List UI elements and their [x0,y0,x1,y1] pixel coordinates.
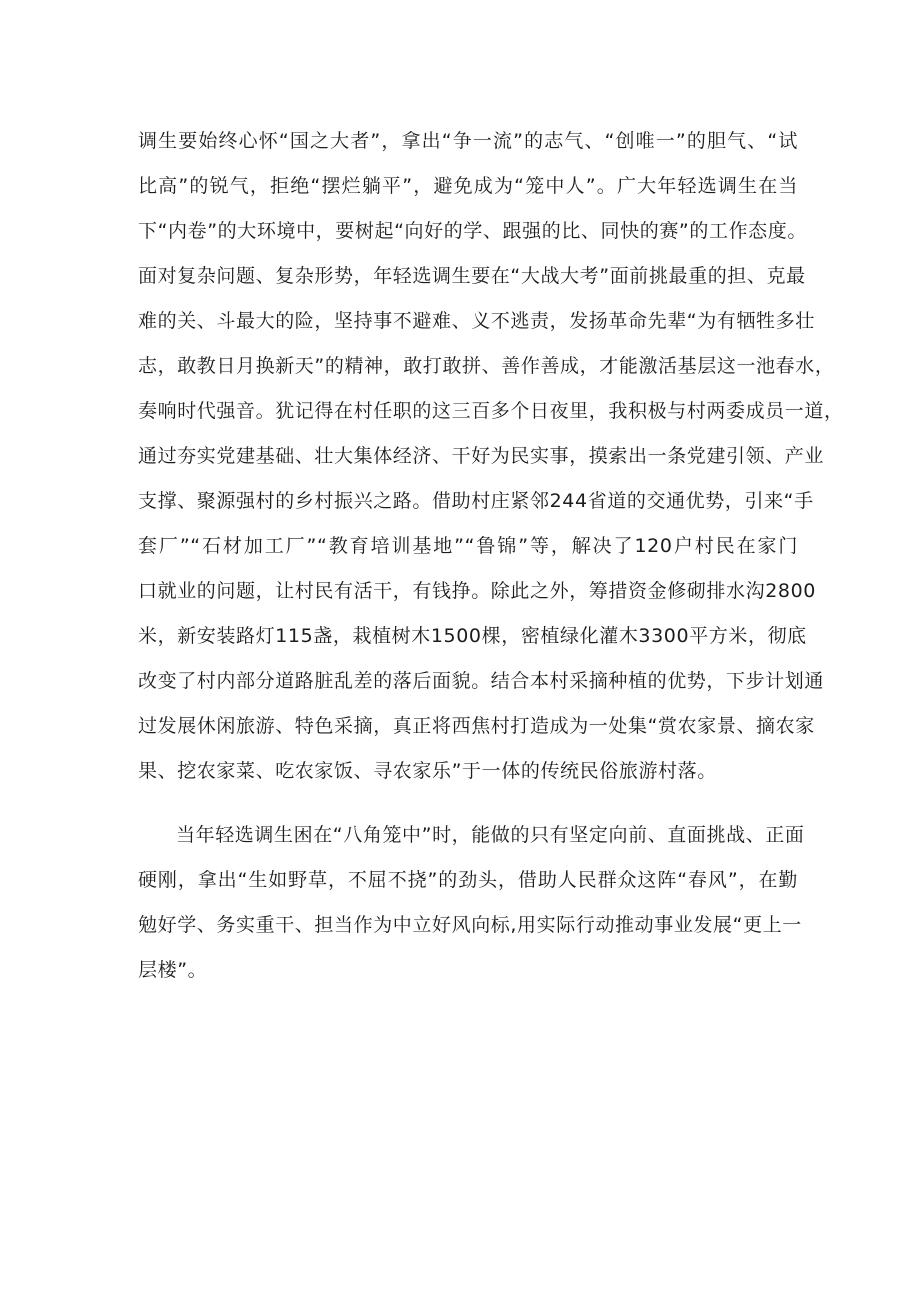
text-line: 支撑、聚源强村的乡村振兴之路。借助村庄紧邻244省道的交通优势，引来“手 [138,490,814,512]
text-line: 难的关、斗最大的险，坚持事不避难、义不逃责，发扬革命先辈“为有牺牲多壮 [138,310,815,332]
text-line: 套厂”“石材加工厂”“教育培训基地”“鲁锦”等，解决了120户村民在家门 [138,535,798,557]
text-line: 硬刚，拿出“生如野草，不屈不挠”的劲头，借助人民群众这阵“春风”，在勤 [138,869,798,891]
text-line: 米，新安装路灯115盏，栽植树木1500棵，密植绿化灌木3300平方米，彻底 [138,625,807,647]
text-line: 通过夯实党建基础、壮大集体经济、干好为民实事，摸索出一条党建引领、产业 [138,445,825,467]
text-line: 改变了村内部分道路脏乱差的落后面貌。结合本村采摘种植的优势，下步计划通 [138,670,825,692]
text-line: 果、挖农家菜、吃农家饭、寻农家乐”于一体的传统民俗旅游村落。 [138,760,717,782]
text-line: 勉好学、务实重干、担当作为中立好风向标,用实际行动推动事业发展“更上一 [138,914,802,936]
text-line: 调生要始终心怀“国之大者”，拿出“争一流”的志气、“创唯一”的胆气、“试 [138,130,798,152]
text-line: 比高”的锐气，拒绝“摆烂躺平”，避免成为“笼中人”。广大年轻选调生在当 [138,175,798,197]
text-line: 面对复杂问题、复杂形势，年轻选调生要在“大战大考”面前挑最重的担、克最 [138,265,806,287]
text-line: 层楼”。 [138,959,208,981]
text-line: 当年轻选调生困在“八角笼中”时，能做的只有坚定向前、直面挑战、正面 [176,824,805,846]
text-line: 志，敢教日月换新天”的精神，敢打敢拼、善作善成，才能激活基层这一池春水， [138,355,835,377]
text-line: 奏响时代强音。犹记得在村任职的这三百多个日夜里，我积极与村两委成员一道， [138,400,844,422]
text-line: 过发展休闲旅游、特色采摘，真正将西焦村打造成为一处集“赏农家景、摘农家 [138,715,815,737]
text-line: 口就业的问题，让村民有活干，有钱挣。除此之外，筹措资金修砌排水沟2800 [138,580,816,602]
text-line: 下“内卷”的大环境中，要树起“向好的学、跟强的比、同快的赛”的工作态度。 [138,220,807,242]
